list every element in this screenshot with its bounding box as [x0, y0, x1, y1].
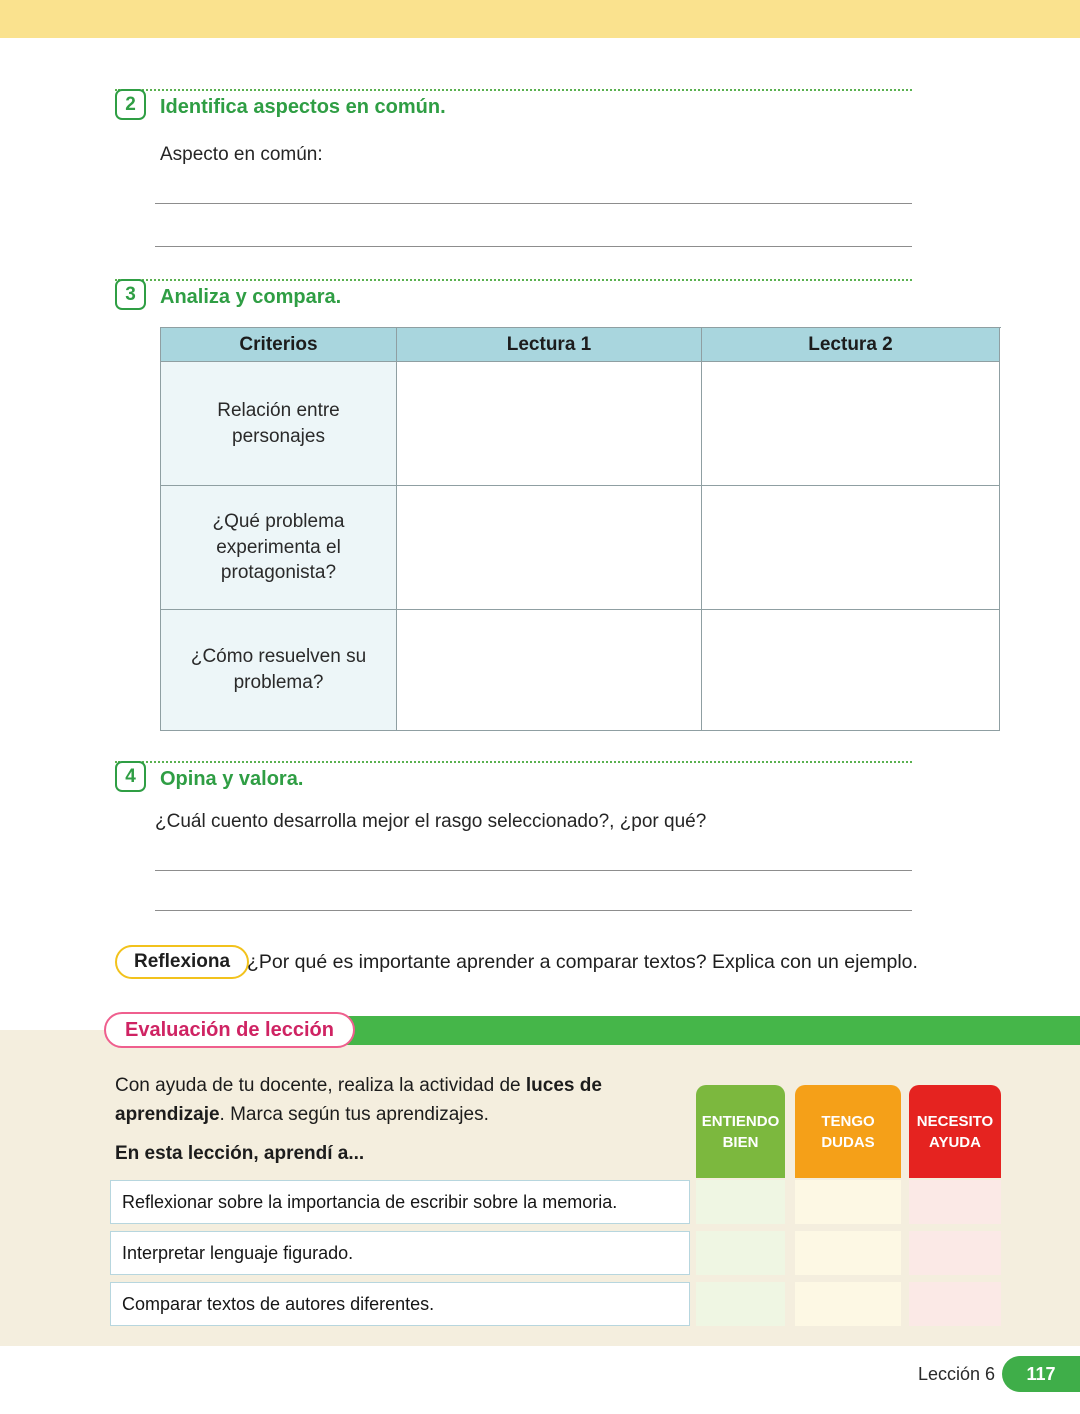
mark-cell-tengo-dudas[interactable]: [795, 1282, 901, 1326]
mark-cell-tengo-dudas[interactable]: [795, 1231, 901, 1275]
evaluation-banner-title-pill: [104, 1012, 355, 1048]
mark-cell-necesito-ayuda[interactable]: [909, 1282, 1001, 1326]
column-header-line: AYUDA: [929, 1133, 981, 1151]
evaluation-intro-suffix: . Marca según tus aprendizajes.: [219, 1103, 489, 1125]
table-answer-cell[interactable]: [702, 486, 1000, 610]
table-header-lectura-2: Lectura 2: [702, 328, 1000, 362]
evaluation-banner-title: Evaluación de lección: [125, 1018, 334, 1041]
answer-line[interactable]: [155, 910, 912, 911]
answer-line[interactable]: [155, 246, 912, 247]
column-header-line: NECESITO: [916, 1112, 994, 1130]
section-4-question: ¿Cuál cuento desarrolla mejor el rasgo seleccionado?, ¿por qué?: [155, 811, 707, 832]
table-header-criterios: Criterios: [161, 328, 397, 362]
section-3-number-badge: [115, 279, 146, 310]
table-answer-cell[interactable]: [702, 362, 1000, 486]
table-criteria-cell: ¿Cómo resuelven su problema?: [161, 610, 397, 731]
column-header-line: TENGO: [821, 1112, 875, 1130]
reflexiona-label: Reflexiona: [134, 951, 231, 972]
table-answer-cell[interactable]: [397, 486, 702, 610]
reflexiona-question: ¿Por qué es importante aprender a comparar textos? Explica con un ejemplo.: [247, 951, 918, 973]
table-answer-cell[interactable]: [397, 362, 702, 486]
evaluation-row-label: Reflexionar sobre la importancia de escribir sobre la memoria.: [110, 1180, 690, 1224]
top-decorative-band: [0, 0, 1080, 38]
reflexiona-badge: [115, 945, 249, 979]
table-criteria-cell: Relación entre personajes: [161, 362, 397, 486]
table-answer-cell[interactable]: [397, 610, 702, 731]
section-3-dotted-divider: [115, 279, 912, 281]
section-3-number: 3: [125, 283, 136, 305]
section-2-prompt: Aspecto en común:: [160, 144, 323, 165]
page-number: 117: [1026, 1363, 1056, 1384]
column-header-entiendo-bien: [696, 1085, 785, 1178]
section-2-dotted-divider: [115, 89, 912, 91]
mark-cell-necesito-ayuda[interactable]: [909, 1231, 1001, 1275]
table-header-lectura-1: Lectura 1: [397, 328, 702, 362]
answer-line[interactable]: [155, 870, 912, 871]
section-4-title: Opina y valora.: [160, 768, 304, 790]
lesson-label: Lección 6: [918, 1364, 996, 1384]
evaluation-intro: [115, 1072, 690, 1129]
column-header-necesito-ayuda: [909, 1085, 1001, 1178]
column-header-line: ENTIENDO: [701, 1112, 780, 1130]
evaluation-row-label: Comparar textos de autores diferentes.: [110, 1282, 690, 1326]
mark-cell-necesito-ayuda[interactable]: [909, 1180, 1001, 1224]
column-header-line: DUDAS: [821, 1133, 875, 1151]
mark-cell-entiendo-bien[interactable]: [696, 1180, 785, 1224]
table-criteria-cell: ¿Qué problema experimenta el protagonista?: [161, 486, 397, 610]
evaluation-intro-bold: luces de aprendizaje: [115, 1075, 602, 1125]
section-4-number: 4: [125, 765, 136, 787]
mark-cell-tengo-dudas[interactable]: [795, 1180, 901, 1224]
evaluation-intro-prefix: Con ayuda de tu docente, realiza la actividad de: [115, 1075, 526, 1096]
column-header-line: BIEN: [722, 1133, 759, 1151]
section-2-title: Identifica aspectos en común.: [160, 96, 446, 118]
table-answer-cell[interactable]: [702, 610, 1000, 731]
evaluation-row-label: Interpretar lenguaje figurado.: [110, 1231, 690, 1275]
section-4-number-badge: [115, 761, 146, 792]
evaluation-subtitle: En esta lección, aprendí a...: [115, 1143, 365, 1164]
mark-cell-entiendo-bien[interactable]: [696, 1231, 785, 1275]
page-number-badge: [1002, 1356, 1080, 1392]
section-2-number-badge: [115, 89, 146, 120]
section-3-title: Analiza y compara.: [160, 286, 342, 308]
answer-line[interactable]: [155, 203, 912, 204]
section-4-dotted-divider: [115, 761, 912, 763]
comparison-table: [160, 327, 1001, 731]
column-header-tengo-dudas: [795, 1085, 901, 1178]
mark-cell-entiendo-bien[interactable]: [696, 1282, 785, 1326]
section-2-number: 2: [125, 93, 136, 115]
